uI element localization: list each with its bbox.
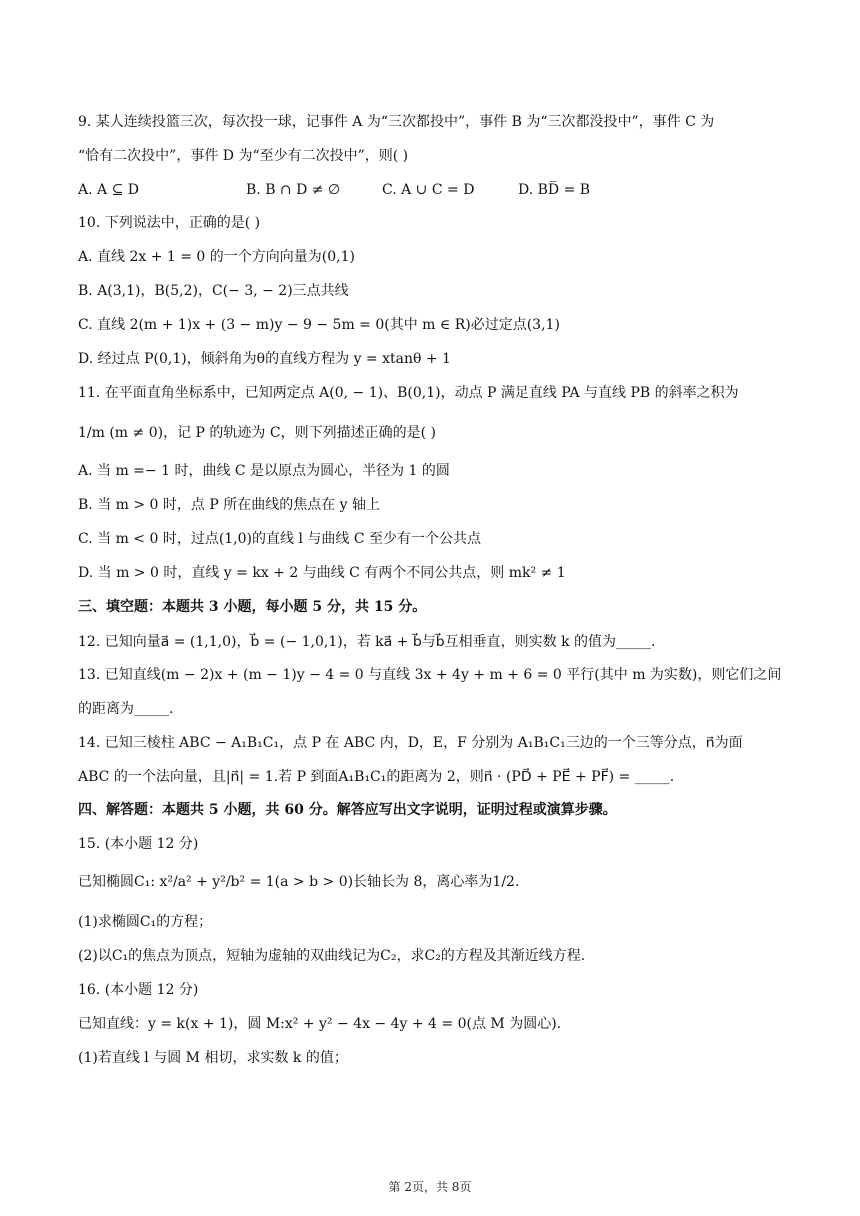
q11-option-c: C. 当 m < 0 时，过点(1,0)的直线 l 与曲线 C 至少有一个公共点 <box>78 531 482 547</box>
q9-option-a: A. A ⊆ D <box>78 182 139 198</box>
q10-option-a: A. 直线 2x + 1 = 0 的一个方向向量为(0,1) <box>78 249 355 265</box>
q9-options <box>78 180 790 200</box>
page-footer: 第 2页，共 8页 <box>388 1180 472 1194</box>
q9-line1: 9. 某人连续投篮三次，每次投一球，记事件 A 为“三次都投中”，事件 B 为“三次都没投中”，事件 C 为 <box>78 114 715 130</box>
section-3-heading: 三、填空题：本题共 3 小题，每小题 5 分，共 15 分。 <box>78 599 427 615</box>
q11-line1: 11. 在平面直角坐标系中，已知两定点 A(0, − 1)、B(0,1)，动点 P 满足直线 PA 与直线 PB 的斜率之积为 <box>78 385 739 401</box>
q15-part1: (1)求椭圆C₁的方程； <box>78 914 213 930</box>
q14-line2: ABC 的一个法向量，且|n⃗| = 1.若 P 到面A₁B₁C₁的距离为 2，则n⃗ · (PD⃗ + PE⃗ + PF⃗) = _____. <box>78 769 675 785</box>
q11-line2: 1/m (m ≠ 0)，记 P 的轨迹为 C，则下列描述正确的是( ) <box>78 425 436 441</box>
q14-line1: 14. 已知三棱柱 ABC − A₁B₁C₁，点 P 在 ABC 内，D，E，F 分别为 A₁B₁C₁三边的一个三等分点，n⃗为面 <box>78 735 743 751</box>
q13-line2: 的距离为_____. <box>78 701 174 717</box>
q10-option-d: D. 经过点 P(0,1)，倾斜角为θ的直线方程为 y = xtanθ + 1 <box>78 351 451 367</box>
q15-part2: (2)以C₁的焦点为顶点，短轴为虚轴的双曲线记为C₂，求C₂的方程及其渐近线方程. <box>78 948 586 964</box>
q9-option-c: C. A ∪ C = D <box>382 182 475 198</box>
q15-stem: 已知椭圆C₁: x²/a² + y²/b² = 1(a > b > 0)长轴长为 8，离心率为1/2. <box>78 874 520 890</box>
q11-option-b: B. 当 m > 0 时，点 P 所在曲线的焦点在 y 轴上 <box>78 497 381 513</box>
q16-stem: 已知直线：y = k(x + 1)，圆 M:x² + y² − 4x − 4y + 4 = 0(点 M 为圆心). <box>78 1016 562 1032</box>
q10-stem: 10. 下列说法中，正确的是( ) <box>78 215 261 231</box>
q16-part1: (1)若直线 l 与圆 M 相切，求实数 k 的值； <box>78 1050 348 1066</box>
q9-option-d: D. BD̅ = B <box>518 182 591 198</box>
q9-option-b: B. B ∩ D ≠ ∅ <box>246 182 341 198</box>
q15-header: 15. (本小题 12 分) <box>78 836 199 852</box>
q13-line1: 13. 已知直线(m − 2)x + (m − 1)y − 4 = 0 与直线 3x + 4y + m + 6 = 0 平行(其中 m 为实数)，则它们之间 <box>78 667 782 683</box>
q10-option-b: B. A(3,1)，B(5,2)，C(− 3, − 2)三点共线 <box>78 283 349 299</box>
q10-option-c: C. 直线 2(m + 1)x + (3 − m)y − 9 − 5m = 0(其中 m ∈ R)必过定点(3,1) <box>78 317 560 333</box>
q12-text: 12. 已知向量a⃗ = (1,1,0)，b⃗ = (− 1,0,1)，若 ka⃗ + b⃗与b⃗互相垂直，则实数 k 的值为_____. <box>78 634 656 650</box>
q9-line2: “恰有二次投中”，事件 D 为“至少有二次投中”，则( ) <box>78 148 409 164</box>
q11-option-d: D. 当 m > 0 时，直线 y = kx + 2 与曲线 C 有两个不同公共点，则 mk² ≠ 1 <box>78 565 566 581</box>
q11-option-a: A. 当 m =− 1 时，曲线 C 是以原点为圆心，半径为 1 的圆 <box>78 463 450 479</box>
q16-header: 16. (本小题 12 分) <box>78 982 199 998</box>
section-4-heading: 四、解答题：本题共 5 小题，共 60 分。解答应写出文字说明，证明过程或演算步骤。 <box>78 802 617 818</box>
